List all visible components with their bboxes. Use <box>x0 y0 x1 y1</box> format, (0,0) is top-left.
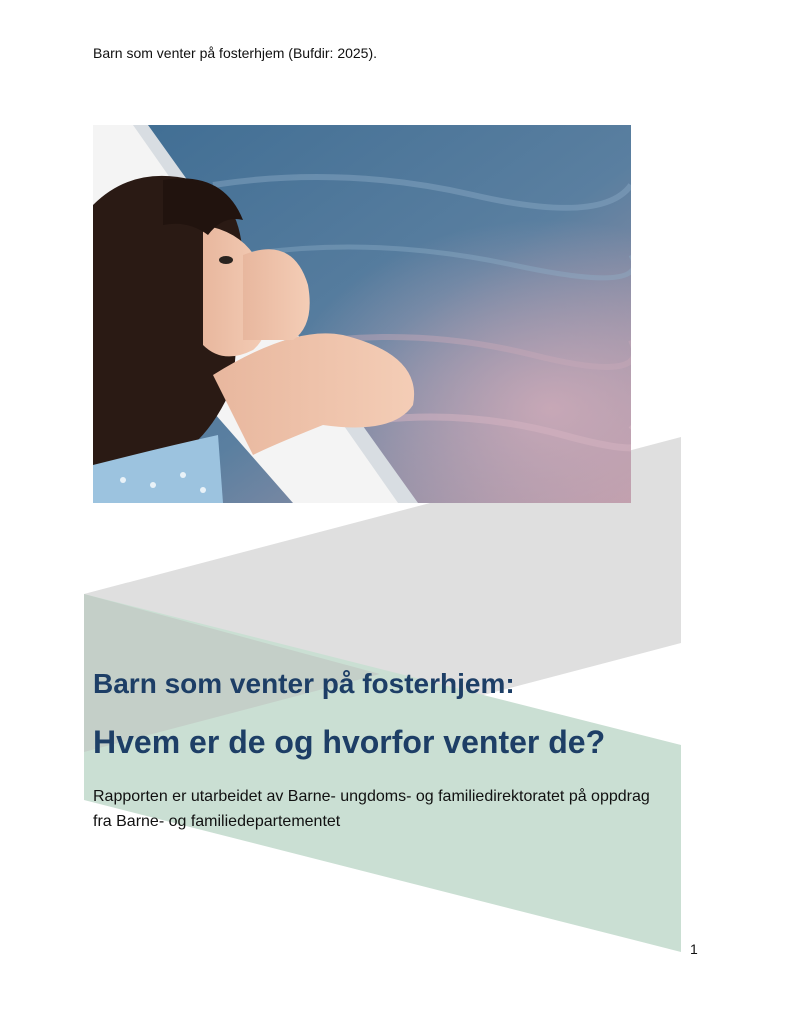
cover-question-title: Hvem er de og hvorfor venter de? <box>93 724 606 760</box>
page-number: 1 <box>690 941 698 957</box>
child-looking-at-sea-photo-icon <box>93 125 631 503</box>
cover-subtitle: Rapporten er utarbeidet av Barne- ungdoms- og familiedirektoratet på oppdrag fra Barne- og familiedepartementet <box>93 788 650 830</box>
cover-title: Barn som venter på fosterhjem: <box>93 668 515 699</box>
running-header: Barn som venter på fosterhjem (Bufdir: 2025). <box>93 45 378 61</box>
cover-photo <box>93 125 631 503</box>
